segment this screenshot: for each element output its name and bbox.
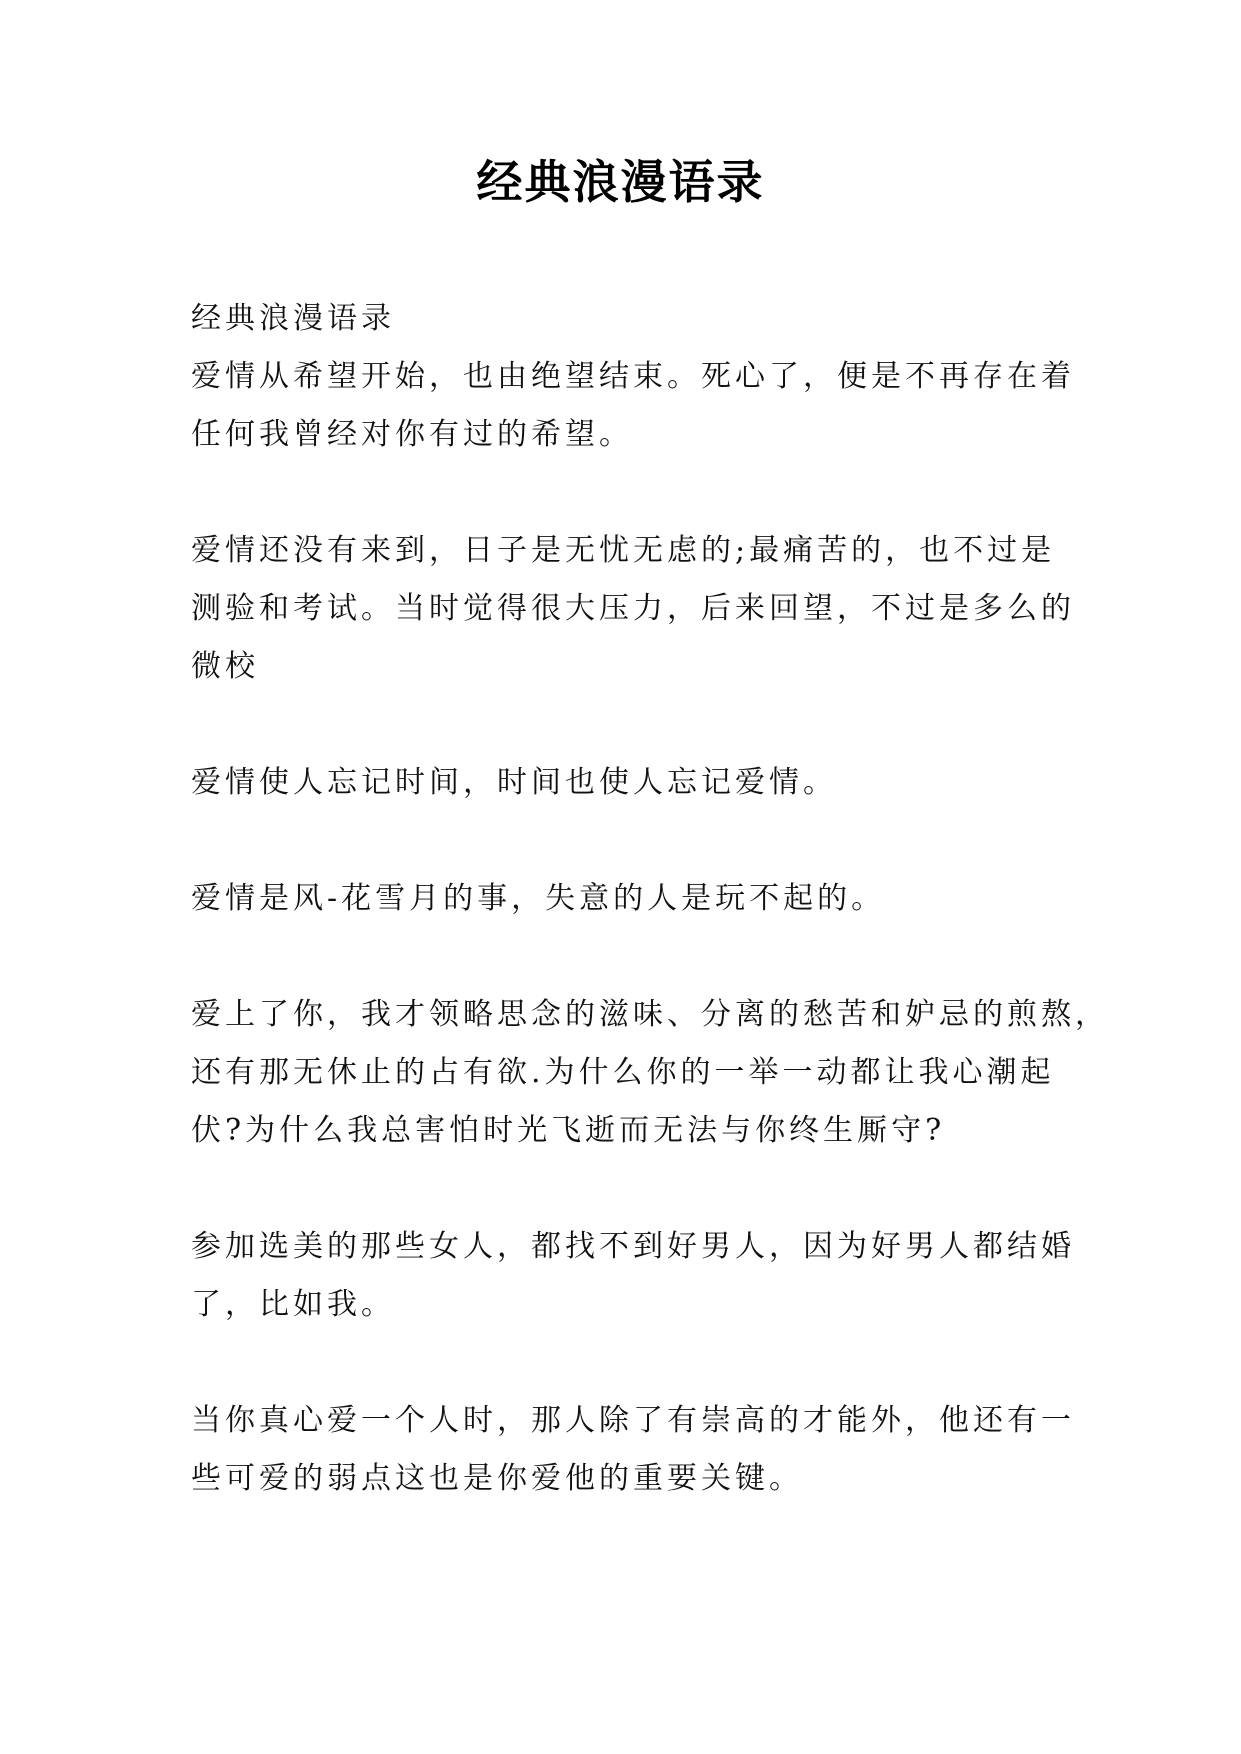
paragraph-line: 些可爱的弱点这也是你爱他的重要关键。 <box>191 1461 803 1496</box>
paragraph-spacer <box>191 1160 1053 1218</box>
paragraph-line: 当你真心爱一个人时，那人除了有崇高的才能外，他还有一 <box>191 1403 1075 1438</box>
paragraph-line: 微校 <box>191 649 259 684</box>
paragraph <box>191 348 1075 464</box>
paragraph <box>191 986 1109 1160</box>
paragraph-line: 爱情使人忘记时间，时间也使人忘记爱情。 <box>191 765 837 800</box>
paragraph <box>191 754 1053 812</box>
paragraph-line: 还有那无休止的占有欲.为什么你的一举一动都让我心潮起 <box>191 1055 1055 1090</box>
paragraph <box>191 1218 1075 1334</box>
paragraph-line: 伏?为什么我总害怕时光飞逝而无法与你终生厮守? <box>191 1113 946 1148</box>
paragraph-line: 任何我曾经对你有过的希望。 <box>191 417 633 452</box>
paragraph-line: 爱情是风-花雪月的事，失意的人是玩不起的。 <box>191 881 886 916</box>
paragraph <box>191 522 1075 696</box>
section-heading: 经典浪漫语录 <box>191 301 395 336</box>
paragraph-spacer <box>191 812 1053 870</box>
paragraph-spacer <box>191 696 1053 754</box>
paragraph-spacer <box>191 464 1053 522</box>
document-body <box>191 290 1109 1508</box>
paragraph-line: 了，比如我。 <box>191 1287 395 1322</box>
paragraph-line: 测验和考试。当时觉得很大压力，后来回望，不过是多么的 <box>191 591 1075 626</box>
page-title: 经典浪漫语录 <box>476 155 765 209</box>
paragraph-line: 参加选美的那些女人，都找不到好男人，因为好男人都结婚 <box>191 1229 1075 1264</box>
paragraph-line: 爱情还没有来到，日子是无忧无虑的;最痛苦的，也不过是 <box>191 533 1056 568</box>
paragraph-line: 爱情从希望开始，也由绝望结束。死心了，便是不再存在着 <box>191 359 1075 394</box>
paragraph-line: 爱上了你，我才领略思念的滋味、分离的愁苦和妒忌的煎熬， <box>191 997 1109 1032</box>
paragraph <box>191 870 1053 928</box>
paragraph-spacer <box>191 928 1053 986</box>
paragraph-spacer <box>191 1334 1053 1392</box>
paragraph <box>191 1392 1075 1508</box>
